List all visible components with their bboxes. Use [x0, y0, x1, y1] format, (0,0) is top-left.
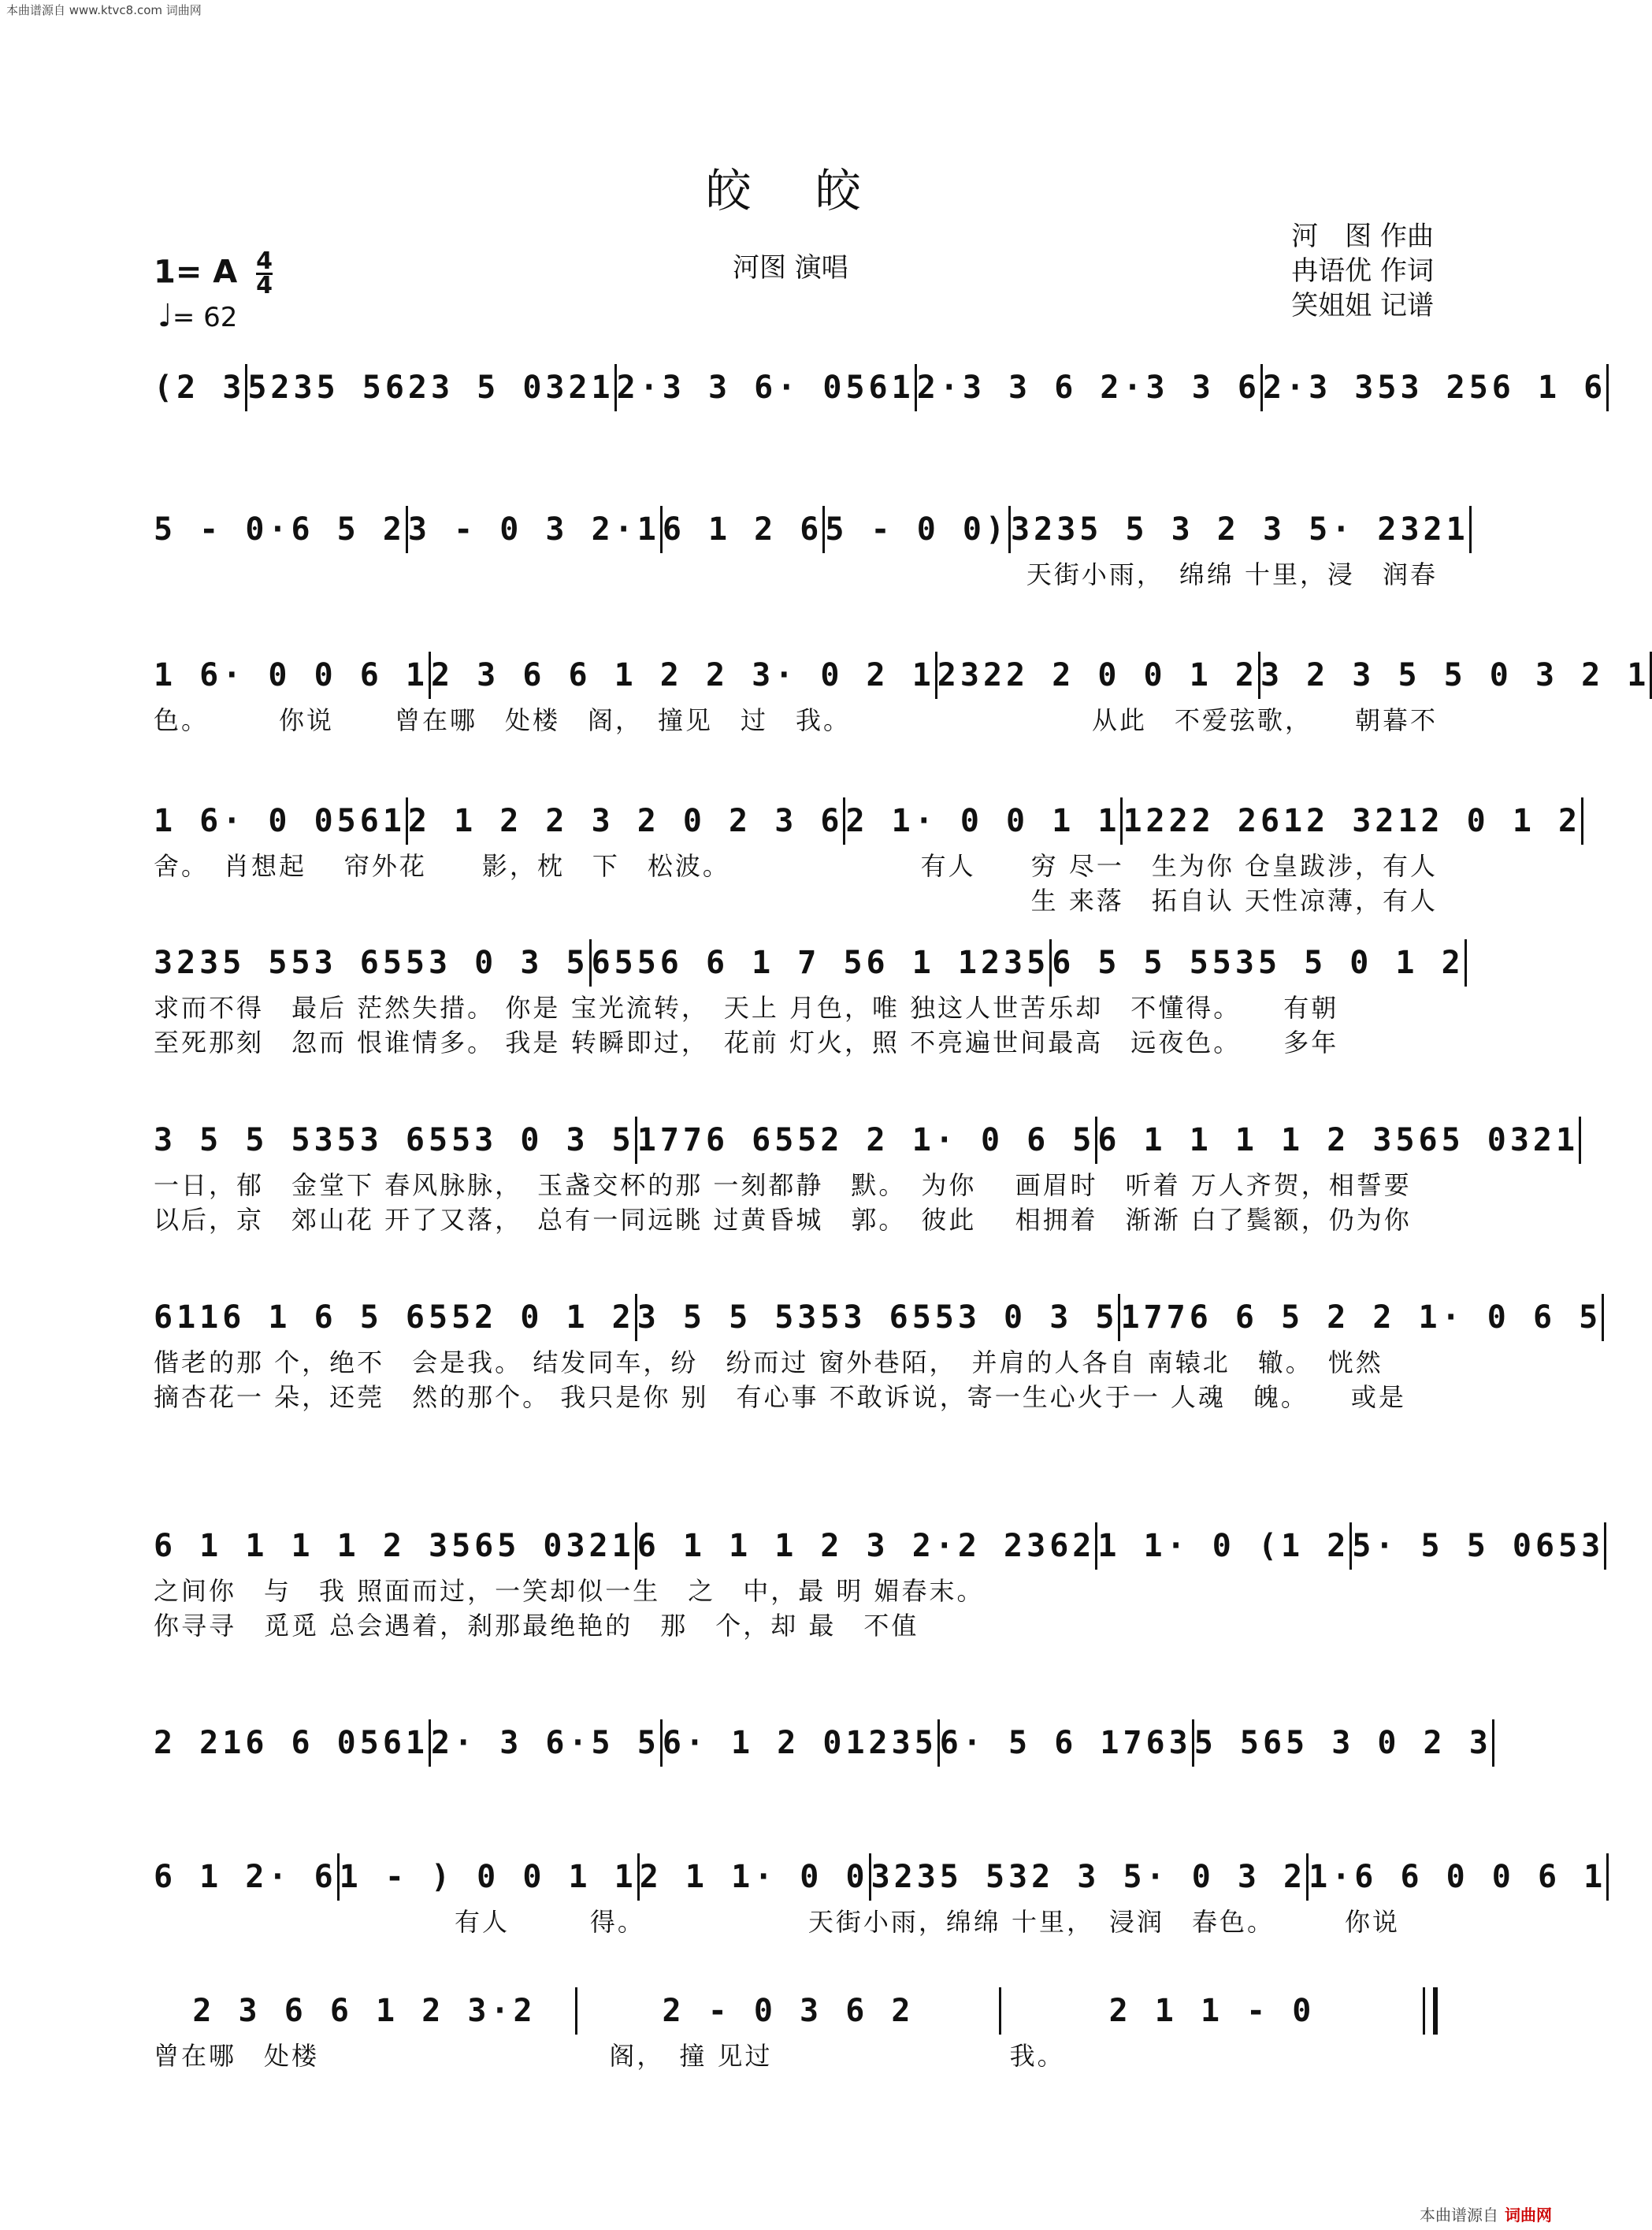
notation-line	[154, 796, 1582, 846]
measure: 2·3 353 256 1 6	[1262, 370, 1607, 406]
lyric-segment: 有人	[371, 1907, 510, 1937]
measure: 2 1· 0 0 1 1	[845, 803, 1121, 839]
measure: 6 1 2 6	[662, 511, 823, 548]
lyric-line-second-verse	[154, 1606, 1438, 1641]
measure: 3 2 3 5 5 0 3 2 1	[1260, 657, 1650, 693]
measure: 1776 6 5 2 2 1· 0 6 5	[1120, 1299, 1602, 1336]
song-title: 皎 皎	[705, 164, 871, 217]
lyric-segment: 心火于一 人魂 魄。 或是	[1049, 1382, 1406, 1412]
lyric-segment: 一日，郁 金堂下 春风脉脉， 玉盏	[154, 1170, 593, 1200]
lyric-line-second-verse	[154, 1377, 1438, 1412]
bar-line	[1602, 1294, 1604, 1341]
tempo-value: = 62	[172, 302, 238, 333]
lyric-segment: 有人 穷 尽一 生为你 仓皇跋涉，有人	[920, 851, 1438, 881]
notation-line	[154, 1718, 1492, 1768]
notation-line	[154, 362, 1607, 413]
measure: 6 1 2· 6	[154, 1859, 337, 1895]
measure: 6· 5 6 1763	[939, 1725, 1192, 1761]
bar-line	[1579, 1117, 1581, 1164]
lyric-segment: 间最高 远夜色。 多年	[1020, 1028, 1339, 1057]
measure: 2 1 1· 0 0	[639, 1859, 869, 1895]
time-signature-bottom: 4	[256, 272, 273, 299]
measure: 1 - ) 0 0 1 1	[339, 1859, 637, 1895]
key-label: 1= A	[154, 254, 238, 291]
lyric-segment: 求而不得 最后 茫然失措。 你是	[154, 993, 561, 1023]
bar-line	[1465, 939, 1467, 987]
measure: 6· 1 2 01235	[662, 1725, 937, 1761]
measure: 2322 2 0 0 1 2	[937, 657, 1258, 693]
lyricist-credit: 冉语优 作词	[1291, 255, 1434, 287]
lyric-segment: 之间你 与 我 照面而过，一笑却	[154, 1576, 578, 1606]
lyric-segment: 阁， 撞 见过	[581, 2041, 773, 2071]
measure: 3 - 0 3 2·1	[407, 511, 660, 548]
measure: 3235 553 6553 0 3 5	[154, 945, 589, 981]
lyric-segment	[1179, 1606, 1438, 1641]
lyric-segment: 至死那刻 忽而 恨谁情多。 我是	[154, 1028, 561, 1057]
bar-line	[1604, 1522, 1606, 1570]
bar-line	[1492, 1719, 1494, 1767]
score-row	[154, 362, 1607, 413]
measure: 6 1 1 1 1 2 3565 0321	[154, 1528, 635, 1564]
measure: (2 3	[154, 370, 246, 406]
tempo-marking	[158, 298, 237, 334]
lyric-segment	[1183, 1571, 1438, 1606]
lyric-line	[154, 1165, 1438, 1200]
lyric-segment	[446, 881, 738, 916]
measure: 2 216 6 0561	[154, 1725, 429, 1761]
lyric-segment: 苦乐却 不懂得。 有朝	[1020, 993, 1339, 1023]
lyric-segment: 曾在哪 处楼	[154, 2041, 320, 2071]
lyric-line	[154, 988, 1438, 1023]
watermark-bottom	[1420, 2202, 1552, 2225]
lyric-segment: 从此 不爱弦歌， 朝暮不	[1091, 705, 1438, 735]
time-signature-top: 4	[256, 247, 273, 275]
score-row	[154, 1292, 1602, 1412]
lyric-segment: 天街小雨， 绵绵 十里，浸 润春	[1026, 559, 1438, 589]
measure: 6 1 1 1 2 3 2·2 2362	[637, 1528, 1096, 1564]
lyric-segment: 舍。 肖想起	[154, 851, 307, 881]
measure: 2 3 6 6 1 2 2 3· 0 2 1	[430, 657, 935, 693]
author-credits	[1291, 219, 1434, 323]
lyric-segment: 天街小雨，绵绵 十里， 浸润 春	[807, 1907, 1220, 1937]
lyric-segment: 色。 你说	[1220, 1907, 1401, 1937]
notation-line	[154, 938, 1465, 988]
watermark-bottom-text: 本曲谱源自	[1420, 2206, 1498, 2224]
measure: 6 5 5 5535 5 0 1 2	[1052, 945, 1465, 981]
bar-line	[1581, 797, 1583, 845]
lyric-segment: 相拥着 渐渐 白了鬓额，仍为你	[1015, 1205, 1412, 1235]
notation-line	[154, 504, 1469, 555]
lyric-segment	[808, 555, 1026, 589]
measure: 2 1 2 2 3 2 0 2 3 6	[407, 803, 844, 839]
lyric-segment: 曾在哪 处楼 阁， 撞见 过 我。	[394, 705, 851, 735]
measure: 5 - 0·6 5 2	[154, 511, 406, 548]
lyric-segment	[372, 555, 590, 589]
measure: 1222 2612 3212 0 1 2	[1123, 803, 1582, 839]
bar-line	[1423, 1987, 1438, 2035]
lyric-segment: 得。	[589, 1907, 645, 1937]
lyric-segment	[154, 881, 446, 916]
measure: 6 1 1 1 1 2 3565 0321	[1097, 1122, 1580, 1158]
lyric-line-second-verse	[154, 1023, 1438, 1057]
measure: 2·3 3 6· 0561	[616, 370, 915, 406]
lyric-segment: 的人各自 南辕北 辙。 恍然	[1026, 1347, 1383, 1377]
lyric-line-second-verse	[154, 881, 1438, 916]
score-row	[154, 796, 1582, 916]
lyric-segment: 摘杏花一 朵，还莞 然的那个。 我只	[154, 1382, 616, 1412]
lyric-segment: 绝艳的 那 个，却 最 不值	[550, 1611, 919, 1641]
lyric-line	[154, 2036, 1438, 2071]
notation-line	[154, 1115, 1580, 1165]
measure: 1776 6552 2 1· 0 6 5	[637, 1122, 1096, 1158]
measure: 2 1 1 - 0	[1108, 1993, 1316, 2029]
lyric-line	[154, 1343, 1438, 1377]
lyric-segment	[738, 881, 1030, 916]
lyric-segment: 宝光流转， 天上 月色，唯 独这人世	[570, 993, 1021, 1023]
lyric-line-second-verse	[154, 1200, 1438, 1235]
watermark-top: 本曲谱源自 www.ktvc8.com 词曲网	[6, 3, 202, 17]
score-row	[154, 1718, 1492, 1768]
notation-line	[154, 1986, 1438, 2036]
lyric-segment	[730, 846, 921, 881]
lyric-segment	[851, 701, 1092, 735]
lyric-segment: 交杯的那 一刻都静 默。 为你	[592, 1170, 977, 1200]
lyric-segment	[154, 1902, 372, 1937]
notation-line	[154, 1852, 1607, 1902]
lyric-line	[154, 555, 1438, 589]
lyric-segment: 生 来落 拓自认 天性凉薄，有人	[1030, 886, 1439, 916]
lyric-segment: 是你 别 有心事 不敢诉说，寄一生	[615, 1382, 1050, 1412]
measure: 1 6· 0 0 6 1	[154, 657, 429, 693]
lyric-segment	[154, 555, 372, 589]
lyric-segment: 我。	[1009, 2041, 1065, 2071]
notation-line	[154, 1521, 1605, 1571]
measure: 3235 5 3 2 3 5· 2321	[1011, 511, 1469, 548]
transcriber-credit: 笑姐姐 记谱	[1291, 290, 1434, 321]
measure: 1 1· 0 (1 2	[1097, 1528, 1350, 1564]
bar-line	[1606, 364, 1609, 411]
lyric-segment: 画眉时 听着 万人齐贺，相誓要	[1015, 1170, 1412, 1200]
lyric-segment: 同车，纷 纷而过 窗外巷陌， 并肩	[588, 1347, 1027, 1377]
score-row	[154, 650, 1650, 735]
lyric-line	[154, 1571, 1438, 1606]
lyric-segment: 你寻寻 觅觅 总会遇着，刹那最	[154, 1611, 551, 1641]
score-row	[154, 1521, 1605, 1641]
measure: 1·6 6 0 0 6 1	[1309, 1859, 1607, 1895]
lyric-segment: 末。	[929, 1576, 985, 1606]
composer-credit: 河 图 作曲	[1291, 221, 1434, 252]
measure: 6116 1 6 5 6552 0 1 2	[154, 1299, 635, 1336]
measure: 5· 5 5 0653	[1352, 1528, 1605, 1564]
singer-credit: 河图 演唱	[733, 252, 848, 284]
measure: 2· 3 6·5 5	[430, 1725, 660, 1761]
lyric-segment: 帘外花 影，枕 下 松波。	[343, 851, 730, 881]
lyric-segment: 以后，京 郊山花 开了又落， 总有	[154, 1205, 593, 1235]
lyric-segment: 色。 你说	[154, 705, 335, 735]
lyric-segment: 转瞬即过， 花前 灯火，照 不亮遍世	[570, 1028, 1021, 1057]
measure: 2 - 0 3 6 2	[662, 1993, 915, 2029]
lyric-line	[154, 846, 1438, 881]
score-row	[154, 504, 1469, 589]
notation-line	[154, 650, 1650, 701]
measure: 5 - 0 0)	[825, 511, 1009, 548]
bar-line	[1606, 1853, 1609, 1901]
measure: 3235 532 3 5· 0 3 2	[871, 1859, 1307, 1895]
notation-line	[154, 1292, 1602, 1343]
score-row	[154, 938, 1465, 1057]
lyric-line	[154, 1902, 1438, 1937]
measure: 5 565 3 0 2 3	[1194, 1725, 1492, 1761]
lyric-segment	[919, 1606, 1178, 1641]
measure: 5235 5623 5 0321	[247, 370, 614, 406]
score-row	[154, 1986, 1438, 2071]
lyric-segment	[590, 555, 808, 589]
lyric-segment: 似一生 之 中，最 明 媚春	[577, 1576, 930, 1606]
lyric-segment: 一同远眺 过黄昏城 郭。 彼此	[592, 1205, 977, 1235]
time-signature	[256, 247, 273, 299]
measure: 3 5 5 5353 6553 0 3 5	[637, 1299, 1119, 1336]
measure: 6556 6 1 7 56 1 1235	[591, 945, 1050, 981]
measure: 2·3 3 6 2·3 3 6	[916, 370, 1260, 406]
lyric-segment: 偕老的那 个，绝不 会是我。 结发	[154, 1347, 588, 1377]
quarter-note-icon: ♩	[158, 298, 173, 334]
measure: 1 6· 0 0561	[154, 803, 406, 839]
score-row	[154, 1852, 1607, 1937]
lyric-line	[154, 701, 1438, 735]
watermark-brand: 词曲网	[1505, 2206, 1552, 2224]
score-row	[154, 1115, 1580, 1235]
measure: 2 3 6 6 1 2 3·2	[192, 1993, 536, 2029]
measure: 3 5 5 5353 6553 0 3 5	[154, 1122, 635, 1158]
bar-line	[1469, 506, 1472, 553]
key-signature	[154, 247, 273, 299]
